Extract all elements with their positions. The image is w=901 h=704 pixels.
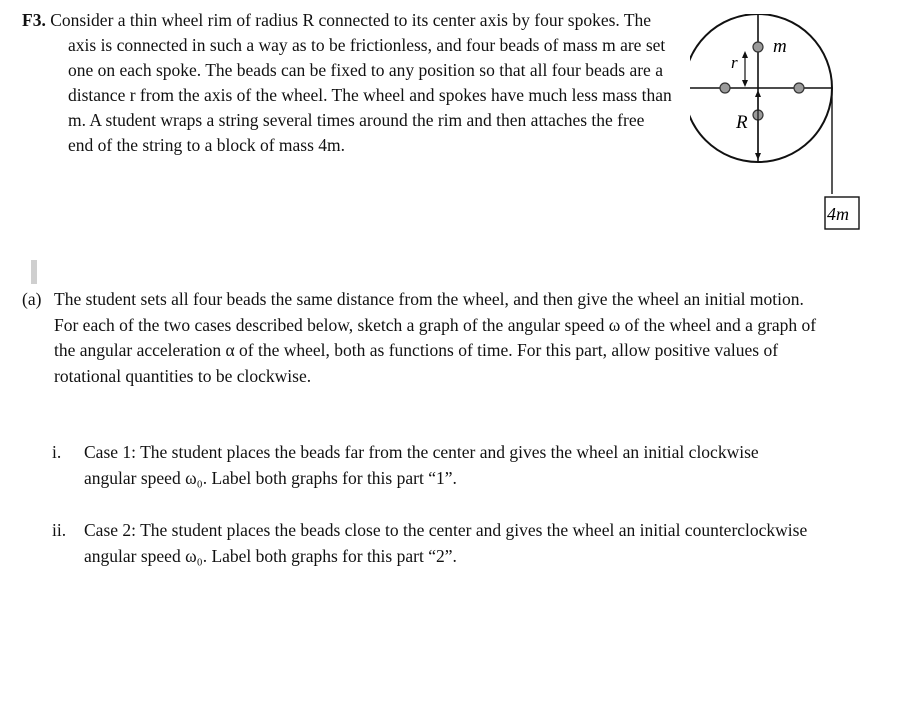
problem-intro-paragraph — [22, 8, 672, 158]
problem-intro-text: Consider a thin wheel rim of radius R connected to its center axis by four spokes. The axis is connected in such a way as to be frictionless, and four beads of mass m are set one on each spoke. The beads can be fixed to any position so that all four beads are a distance r from the axis of the wheel. The wheel and spokes have much less mass than m. A student wraps a string several times around the rim and then attaches the free end of the string to a block of mass 4m. — [50, 10, 672, 155]
case-2-text: Case 2: The student places the beads close to the center and gives the wheel an initial counterclockwise angular speed ω₀. Label both graphs for this part “2”. — [84, 520, 808, 566]
problem-number: F3. — [22, 10, 46, 30]
case-2-label: ii. — [52, 520, 67, 540]
case-1 — [52, 440, 812, 491]
part-a-text: The student sets all four beads the same distance from the wheel, and then give the wheel an initial motion. For each of the two cases described below, sketch a graph of the angular speed ω of the wheel and a graph of the angular acceleration α of the wheel, both as functions of time. For this part, allow positive values of rotational quantities to be clockwise. — [54, 289, 817, 386]
case-1-text: Case 1: The student places the beads far from the center and gives the wheel an initial clockwise angular speed ω₀. Label both graphs for this part “1”. — [84, 442, 759, 488]
block-label: 4m — [827, 204, 849, 224]
r-arrow-head-down — [742, 80, 748, 87]
bead-top — [753, 42, 763, 52]
part-a-label: (a) — [22, 289, 42, 309]
r-arrow-head-up — [742, 51, 748, 58]
bead-left — [720, 83, 730, 93]
bead-right — [794, 83, 804, 93]
wheel-figure — [690, 14, 870, 239]
label-R: R — [736, 112, 748, 133]
text-cursor-marker — [31, 260, 37, 284]
R-arrow-head-down — [755, 153, 761, 160]
problem-statement — [22, 8, 672, 158]
wheel-diagram — [690, 14, 870, 239]
case-2 — [52, 518, 812, 569]
case-1-label: i. — [52, 442, 62, 462]
R-arrow-head-up — [755, 90, 761, 97]
part-a — [22, 287, 822, 389]
label-m: m — [773, 36, 787, 57]
label-r: r — [731, 53, 738, 72]
